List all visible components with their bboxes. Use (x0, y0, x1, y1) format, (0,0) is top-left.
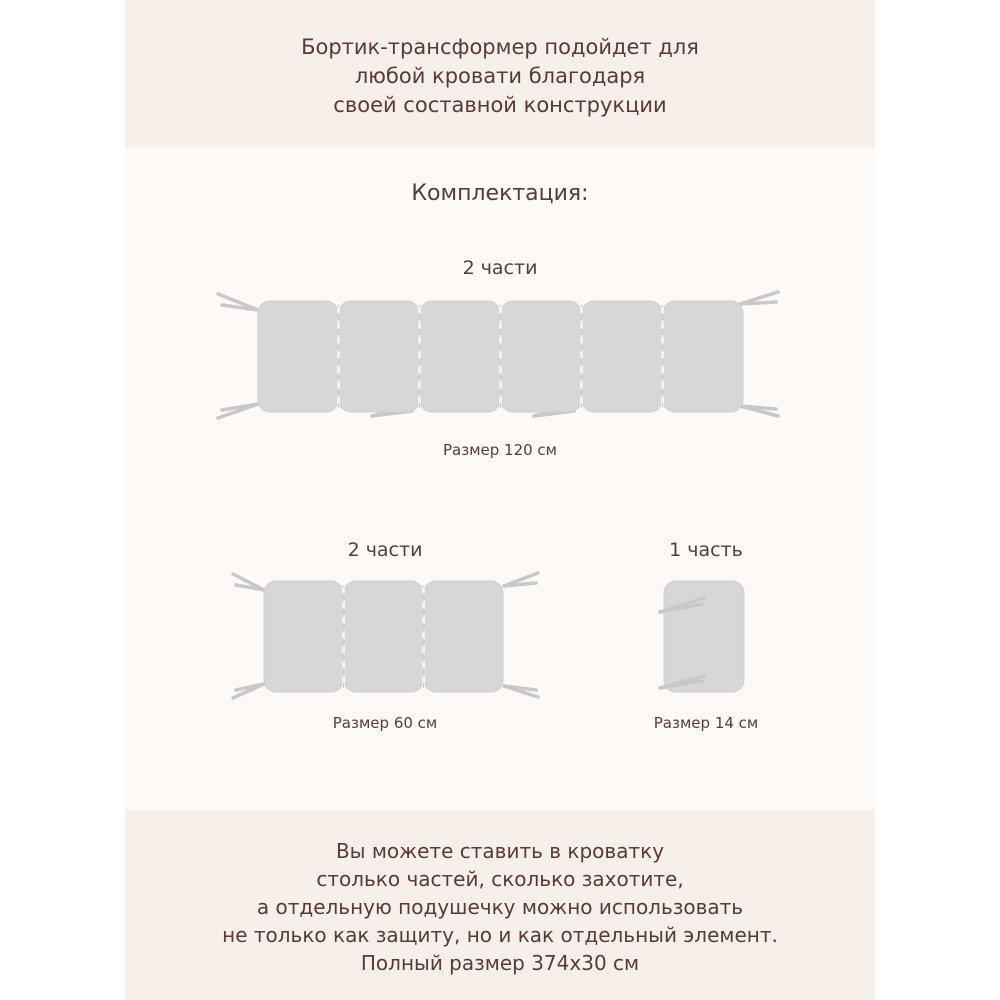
set-2-size-label: Размер 60 см (332, 714, 438, 732)
set-1-parts-label: 2 части (462, 257, 538, 279)
bumper-panel (420, 301, 500, 412)
set-3-bumper (660, 581, 744, 692)
bumper-panel (582, 301, 662, 412)
tie (222, 305, 258, 310)
bumper-panel (264, 581, 343, 692)
outro-line-2: столько частей, сколько захотите, (316, 867, 684, 891)
intro-line-1: Бортик-трансформер подойдет для (301, 35, 699, 59)
bumper-panel (344, 581, 423, 692)
tie (504, 686, 536, 690)
intro-line-2: любой кровати благодаря (354, 64, 646, 88)
bumper-panel (501, 301, 581, 412)
bumper-panel (258, 301, 338, 412)
set-2-parts-label: 2 части (347, 539, 423, 561)
intro-line-3: своей составной конструкции (333, 93, 667, 117)
tie (236, 585, 264, 590)
bumper-panel (339, 301, 419, 412)
bumper-panel (663, 301, 743, 412)
bumper-panel (424, 581, 503, 692)
outro-line-4: не только как защиту, но и как отдельный элемент. (222, 923, 778, 947)
set-3-parts-label: 1 часть (669, 539, 743, 561)
tie (740, 302, 776, 304)
outro-line-3: а отдельную подушечку можно использовать (256, 895, 744, 919)
contents-heading: Комплектация: (411, 181, 589, 206)
set-1-bumper (218, 292, 778, 418)
set-2-bumper (233, 573, 538, 698)
set-3-size-label: Размер 14 см (653, 714, 759, 732)
set-1-size-label: Размер 120 см (442, 441, 557, 459)
outro-line-5: Полный размер 374х30 см (360, 951, 640, 975)
outro-line-1: Вы можете ставить в кроватку (335, 839, 665, 863)
set-2-panels (264, 581, 503, 692)
